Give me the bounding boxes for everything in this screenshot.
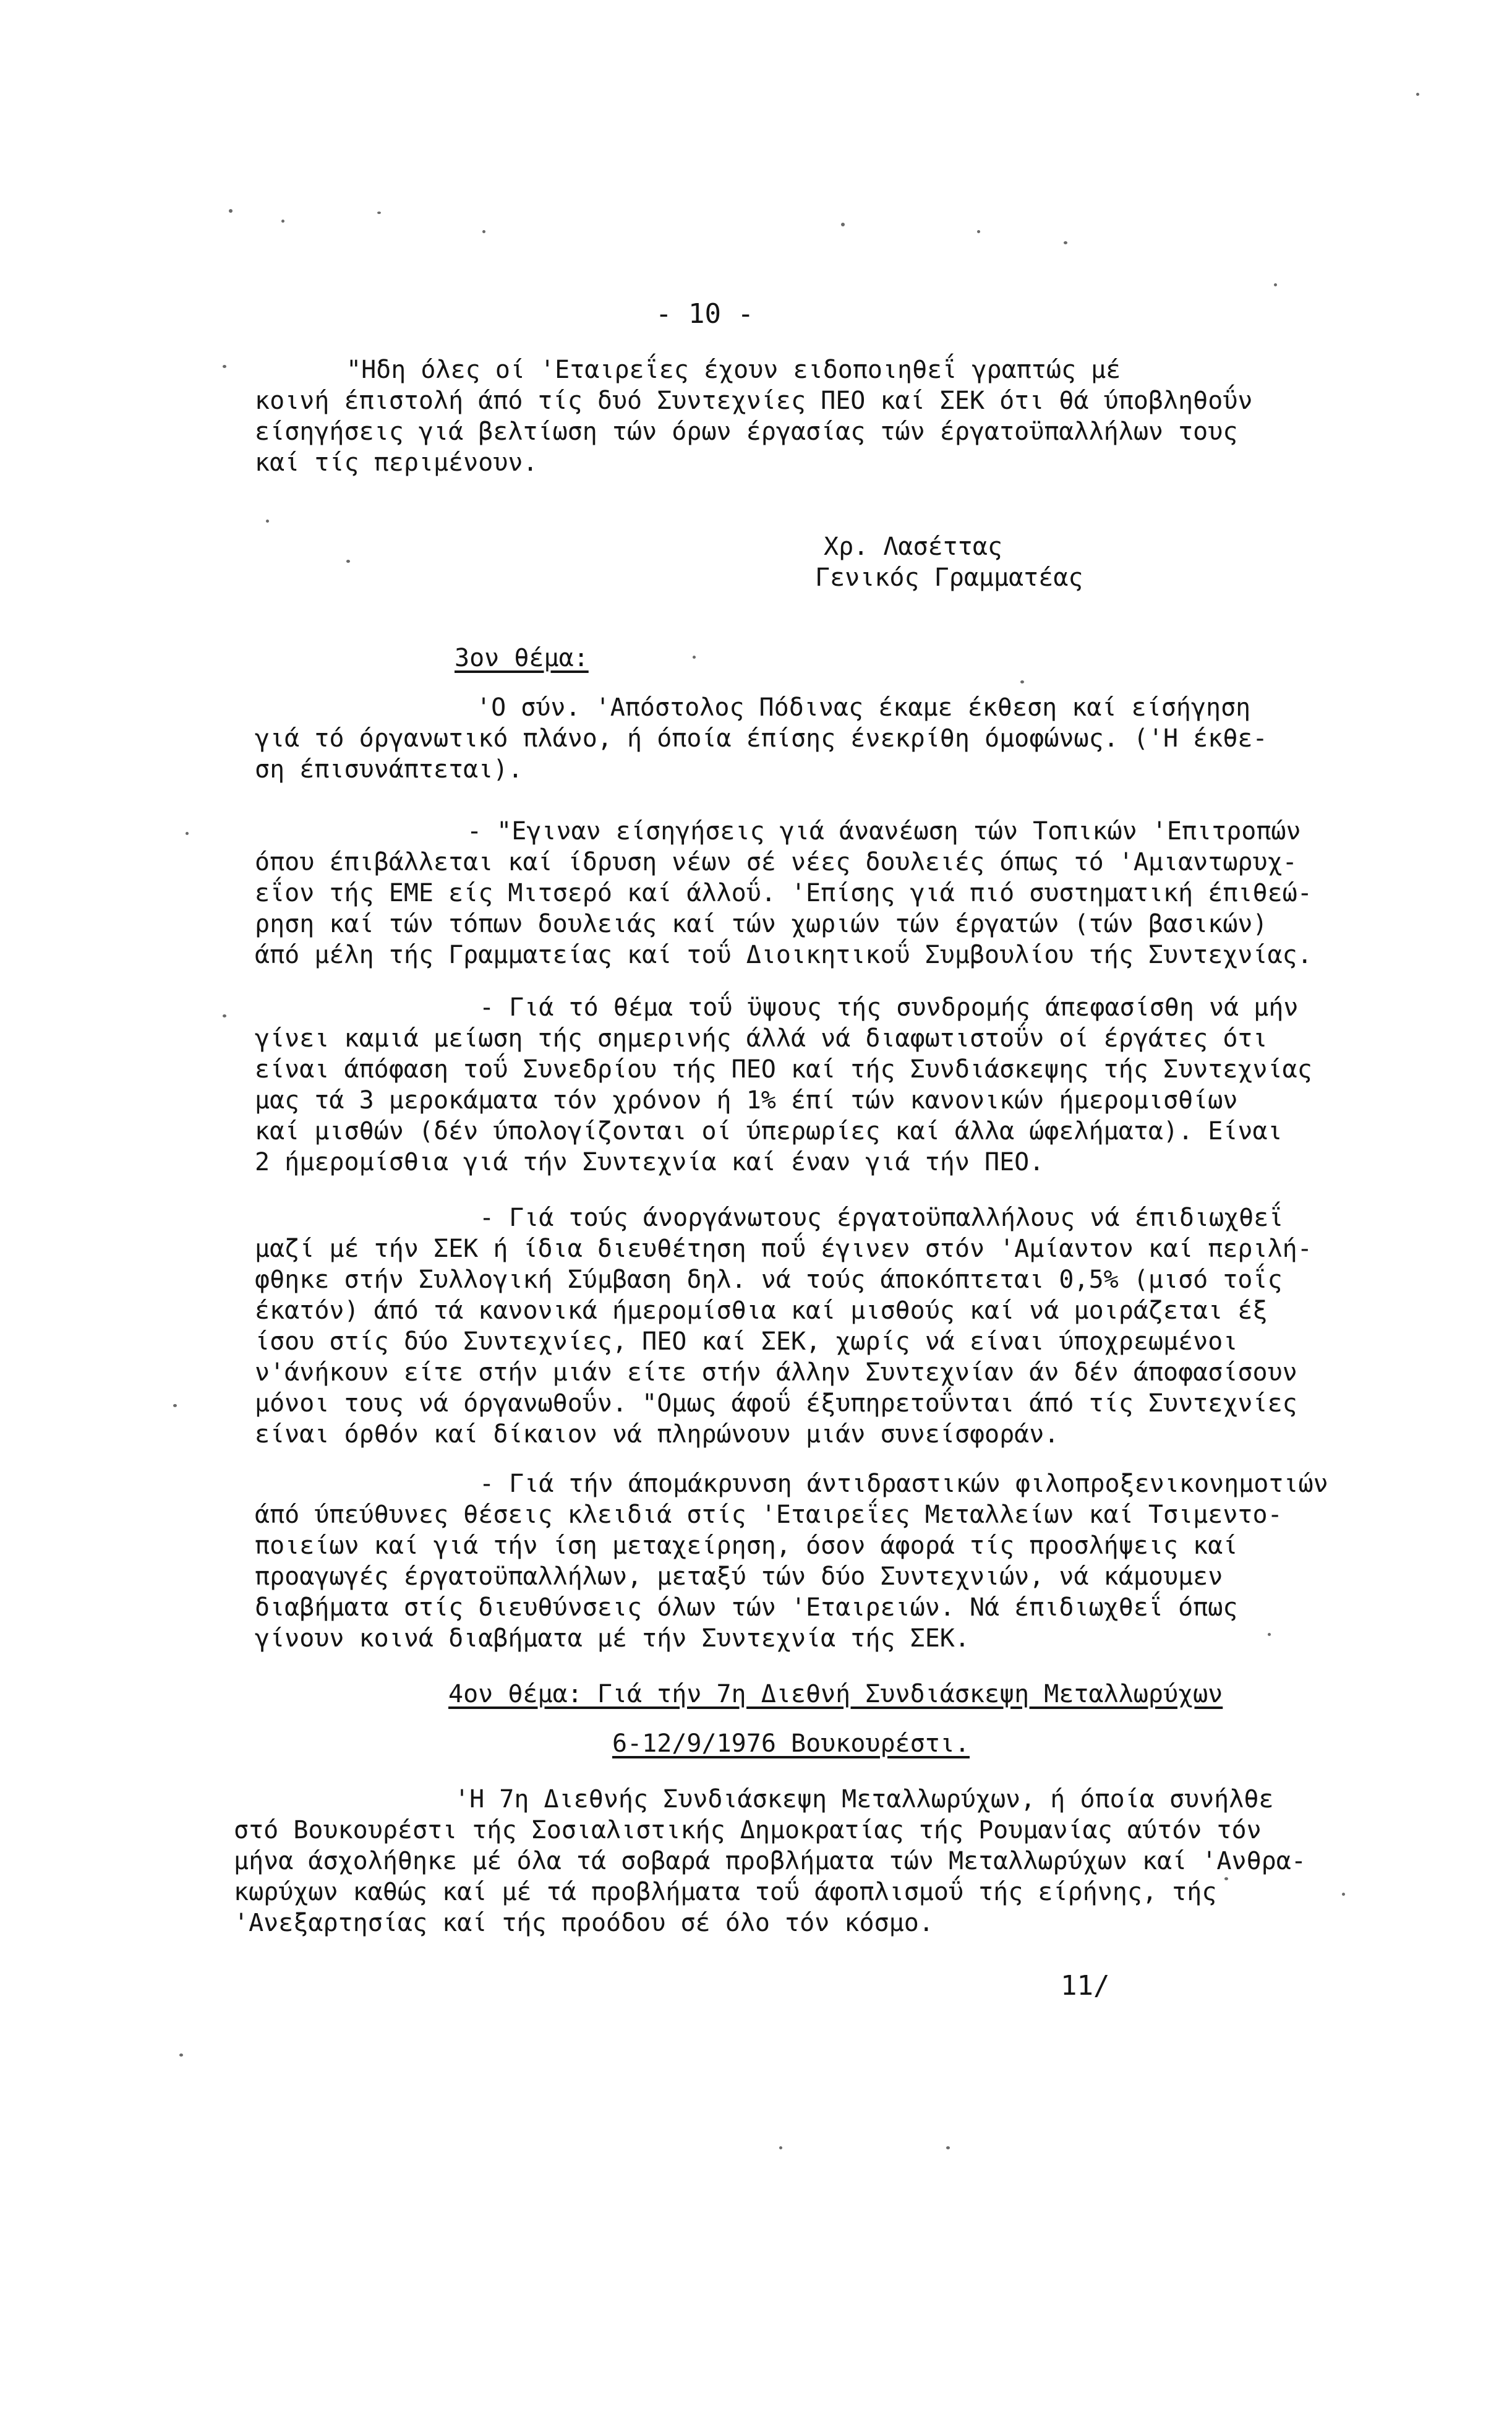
text-line: - Γιά τούς άνοργάνωτους έργατοϋπαλλήλους νά έπιδιωχθεΐ: [479, 1204, 1284, 1232]
text-line: είσηγήσεις γιά βελτίωση τών όρων έργασίας τών έργατοϋπαλλήλων τους: [255, 418, 1238, 446]
text-line: διαβήματα στίς διευθύνσεις όλων τών 'Εταιρειών. Νά έπιδιωχθεΐ όπως: [255, 1593, 1238, 1622]
text-line: 'Ανεξαρτησίας καί τής προόδου σέ όλο τόν κόσμο.: [234, 1909, 934, 1937]
text-line: εΐον τής ΕΜΕ είς Μιτσερό καί άλλοΰ. 'Επίσης γιά πιό συστηματική έπιθεώ-: [255, 879, 1312, 907]
text-line: καί τίς περιμένουν.: [255, 448, 538, 477]
text-line: μαζί μέ τήν ΣΕΚ ή ίδια διευθέτηση ποΰ έγινεν στόν 'Αμίαντον καί περιλή-: [255, 1235, 1312, 1263]
text-line: καί μισθών (δέν ύπολογίζονται οί ύπερωρίες καί άλλα ώφελήματα). Είναι: [255, 1117, 1283, 1146]
text-line: είναι άπόφαση τοΰ Συνεδρίου τής ΠΕΟ καί τής Συνδιάσκεψης τής Συντεχνίας: [255, 1055, 1312, 1084]
text-line: μήνα άσχολήθηκε μέ όλα τά σοβαρά προβλήματα τών Μεταλλωρύχων καί 'Ανθρα-: [234, 1847, 1306, 1875]
text-line: στό Βουκουρέστι τής Σοσιαλιστικής Δημοκρατίας τής Ρουμανίας αύτόν τόν: [234, 1816, 1262, 1844]
text-line: γίνουν κοινά διαβήματα μέ τήν Συντεχνία τής ΣΕΚ.: [255, 1624, 970, 1653]
text-line: - "Εγιναν είσηγήσεις γιά άνανέωση τών Τοπικών 'Επιτροπών: [467, 817, 1301, 846]
signature-name: Χρ. Λασέττας: [824, 533, 1002, 561]
text-line: 'Η 7η Διεθνής Συνδιάσκεψη Μεταλλωρύχων, ή όποία συνήλθε: [455, 1785, 1274, 1814]
page-number: - 10 -: [656, 298, 754, 330]
text-line: έκατόν) άπό τά κανονικά ήμερομίσθια καί μισθούς καί νά μοιράζεται έξ: [255, 1296, 1268, 1325]
text-line: άπό ύπεύθυνες θέσεις κλειδιά στίς 'Εταιρεΐες Μεταλλείων καί Τσιμεντο-: [255, 1501, 1283, 1529]
text-line: "Ηδη όλες οί 'Εταιρεΐες έχουν ειδοποιηθεΐ γραπτώς μέ: [346, 356, 1121, 384]
text-line: όπου έπιβάλλεται καί ίδρυση νέων σέ νέες δουλειές όπως τό 'Αμιαντωρυχ-: [255, 848, 1297, 876]
text-line: ση έπισυνάπτεται).: [255, 755, 523, 784]
signature-title: Γενικός Γραμματέας: [815, 563, 1083, 592]
text-line: - Γιά τό θέμα τοΰ ϋψους τής συνδρομής άπεφασίσθη νά μήν: [479, 993, 1299, 1022]
text-line: προαγωγές έργατοϋπαλλήλων, μεταξύ τών δύο Συντεχνιών, νά κάμουμεν: [255, 1562, 1223, 1591]
text-line: - Γιά τήν άπομάκρυνση άντιδραστικών φιλοπροξενικονημοτιών: [479, 1470, 1328, 1498]
text-line: γίνει καμιά μείωση τής σημερινής άλλά νά διαφωτιστοΰν οί έργάτες ότι: [255, 1024, 1268, 1053]
text-line: ρηση καί τών τόπων δουλειάς καί τών χωριών τών έργατών (τών βασικών): [255, 910, 1268, 938]
text-line: είναι όρθόν καί δίκαιον νά πληρώνουν μιάν συνείσφοράν.: [255, 1420, 1059, 1449]
section-heading: 3ον θέμα:: [455, 644, 589, 672]
text-line: κοινή έπιστολή άπό τίς δυό Συντεχνίες ΠΕΟ καί ΣΕΚ ότι θά ύποβληθοΰν: [255, 387, 1253, 415]
text-line: γιά τό όργανωτικό πλάνο, ή όποία έπίσης ένεκρίθη όμοφώνως. ('Η έκθε-: [255, 724, 1268, 753]
text-line: ποιείων καί γιά τήν ίση μεταχείρηση, όσον άφορά τίς προσλήψεις καί: [255, 1531, 1238, 1560]
text-line: 'Ο σύν. 'Απόστολος Πόδινας έκαμε έκθεση καί είσήγηση: [476, 693, 1251, 722]
text-line: μόνοι τους νά όργανωθοΰν. "Ομως άφοΰ έξυπηρετοΰνται άπό τίς Συντεχνίες: [255, 1389, 1297, 1418]
text-line: φθηκε στήν Συλλογική Σύμβαση δηλ. νά τούς άποκόπτεται 0,5% (μισό τοΐς: [255, 1265, 1283, 1294]
text-line: ν'άνήκουν είτε στήν μιάν είτε στήν άλλην Συντεχνίαν άν δέν άποφασίσουν: [255, 1358, 1297, 1387]
text-line: κωρύχων καθώς καί μέ τά προβλήματα τοΰ άφοπλισμοΰ τής είρήνης, τής: [234, 1878, 1217, 1906]
section-heading: 4ον θέμα: Γιά τήν 7η Διεθνή Συνδιάσκεψη Μεταλλωρύχων: [448, 1680, 1223, 1708]
text-line: άπό μέλη τής Γραμματείας καί τοΰ Διοικητικοΰ Συμβουλίου τής Συντεχνίας.: [255, 941, 1312, 969]
text-line: 2 ήμερομίσθια γιά τήν Συντεχνία καί έναν γιά τήν ΠΕΟ.: [255, 1148, 1044, 1176]
text-line: ίσου στίς δύο Συντεχνίες, ΠΕΟ καί ΣΕΚ, χωρίς νά είναι ύποχρεωμένοι: [255, 1327, 1238, 1356]
text-line: μας τά 3 μεροκάματα τόν χρόνον ή 1% έπί τών κανονικών ήμερομισθίων: [255, 1086, 1238, 1115]
section-subheading: 6-12/9/1976 Βουκουρέστι.: [612, 1729, 970, 1758]
continuation-marker: 11/: [1061, 1970, 1110, 2002]
